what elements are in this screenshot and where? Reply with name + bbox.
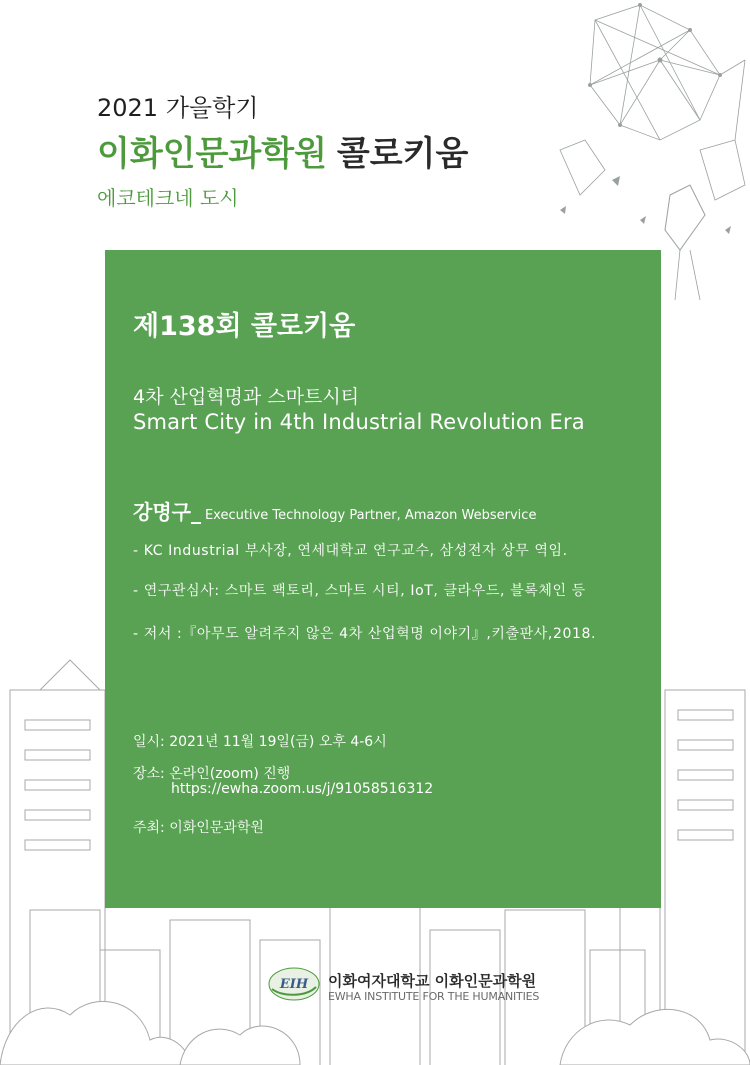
bio-line: - KC Industrial 부사장, 연세대학교 연구교수, 삼성전자 상무 역임. bbox=[133, 543, 568, 559]
institute-name: 이화인문과학원 bbox=[97, 134, 327, 174]
org-name-korean: 이화여자대학교 이화인문과학원 bbox=[328, 972, 537, 990]
colloquium-title bbox=[97, 126, 468, 175]
topic-english: Smart City in 4th Industrial Revolution Era bbox=[133, 410, 585, 434]
speaker-name: 강명구_ bbox=[133, 500, 201, 524]
bio-line: - 저서 :『아무도 알려주지 않은 4차 산업혁명 이야기』,키출판사,2018. bbox=[133, 626, 597, 642]
org-name-english: EWHA INSTITUTE FOR THE HUMANITIES bbox=[328, 990, 540, 1003]
session-number: 제138회 콜로키움 bbox=[133, 311, 356, 342]
season-label: 2021 가을학기 bbox=[97, 94, 259, 122]
event-date: 일시: 2021년 11월 19일(금) 오후 4-6시 bbox=[133, 734, 387, 750]
topic-korean: 4차 산업혁명과 스마트시티 bbox=[133, 386, 360, 408]
eih-logo-text: EIH bbox=[279, 977, 309, 992]
network-dots bbox=[560, 3, 731, 234]
event-panel bbox=[105, 250, 661, 908]
speaker bbox=[133, 496, 536, 525]
trees bbox=[0, 1001, 750, 1065]
zoom-link[interactable]: https://ewha.zoom.us/j/91058516312 bbox=[171, 781, 434, 797]
eih-logo bbox=[268, 967, 320, 1001]
event-host: 주최: 이화인문과학원 bbox=[133, 820, 264, 836]
speaker-role: Executive Technology Partner, Amazon Webservice bbox=[204, 508, 537, 523]
series-subtitle: 에코테크네 도시 bbox=[97, 186, 239, 210]
colloquium-word: 콜로키움 bbox=[336, 134, 469, 174]
bio-line: - 연구관심사: 스마트 팩토리, 스마트 시티, IoT, 클라우드, 블록체인 등 bbox=[133, 583, 586, 599]
event-place: 장소: 온라인(zoom) 진행 bbox=[133, 766, 291, 782]
